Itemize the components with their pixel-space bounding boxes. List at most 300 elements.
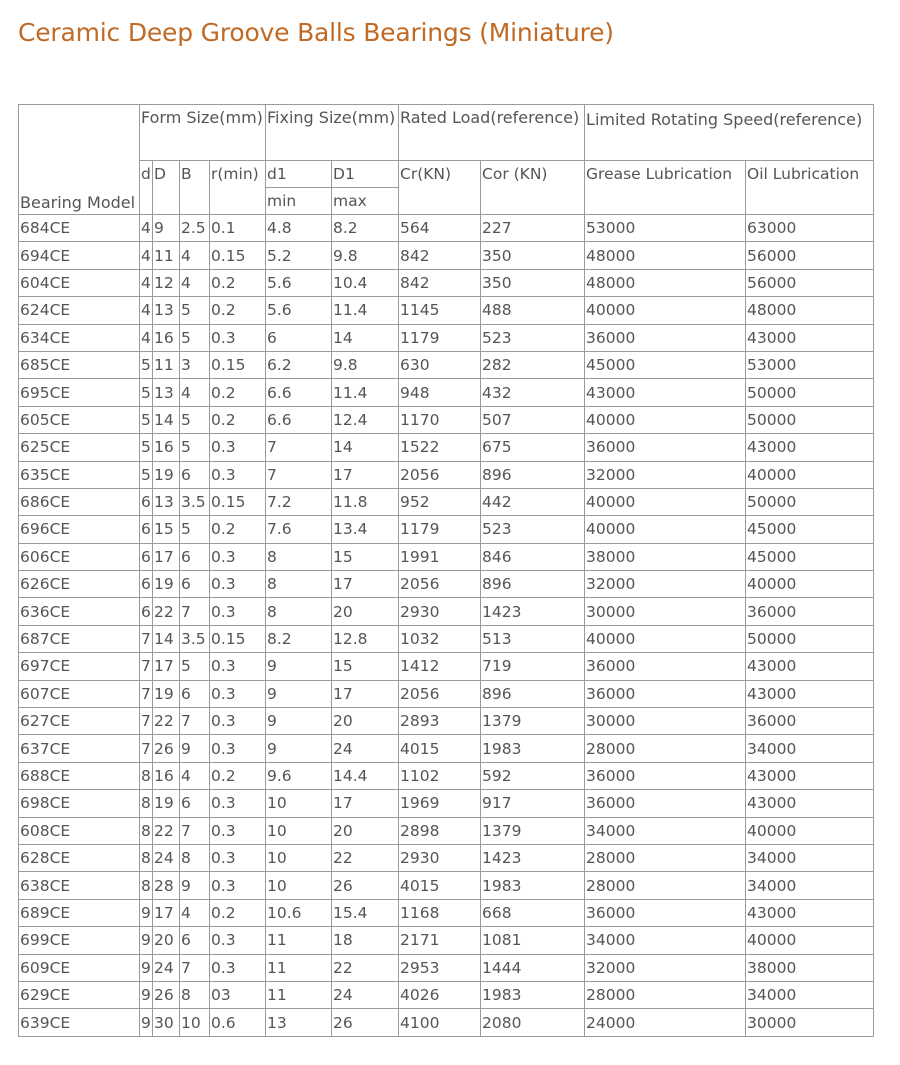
cell-r-min: 0.3 — [210, 927, 266, 954]
cell-B: 6 — [180, 927, 210, 954]
table-body — [19, 215, 874, 1037]
cell-d1: 11 — [266, 927, 332, 954]
cell-cr: 2893 — [399, 708, 481, 735]
cell-B: 3 — [180, 351, 210, 378]
cell-r-min: 0.3 — [210, 543, 266, 570]
cell-D: 17 — [153, 899, 180, 926]
cell-grease-speed: 24000 — [585, 1009, 746, 1036]
cell-bearing-model: 638CE — [19, 872, 140, 899]
cell-cor: 488 — [481, 297, 585, 324]
cell-bearing-model: 634CE — [19, 324, 140, 351]
cell-cr: 2930 — [399, 598, 481, 625]
cell-oil-speed: 50000 — [746, 488, 874, 515]
cell-D1: 11.4 — [332, 379, 399, 406]
cell-cor: 896 — [481, 571, 585, 598]
table-row — [19, 379, 874, 406]
cell-d1: 10 — [266, 790, 332, 817]
cell-d: 9 — [140, 899, 153, 926]
cell-d1: 9 — [266, 708, 332, 735]
cell-cor: 523 — [481, 324, 585, 351]
cell-oil-speed: 36000 — [746, 598, 874, 625]
cell-oil-speed: 38000 — [746, 954, 874, 981]
cell-cr: 2930 — [399, 844, 481, 871]
cell-d1: 8 — [266, 598, 332, 625]
cell-bearing-model: 627CE — [19, 708, 140, 735]
cell-grease-speed: 40000 — [585, 297, 746, 324]
cell-cor: 1423 — [481, 844, 585, 871]
cell-D: 28 — [153, 872, 180, 899]
cell-bearing-model: 689CE — [19, 899, 140, 926]
cell-cor: 1379 — [481, 708, 585, 735]
cell-bearing-model: 609CE — [19, 954, 140, 981]
cell-D: 30 — [153, 1009, 180, 1036]
cell-grease-speed: 43000 — [585, 379, 746, 406]
cell-d: 9 — [140, 1009, 153, 1036]
cell-cr: 4026 — [399, 981, 481, 1008]
cell-D: 16 — [153, 762, 180, 789]
cell-cor: 668 — [481, 899, 585, 926]
cell-d1: 5.6 — [266, 269, 332, 296]
cell-grease-speed: 28000 — [585, 844, 746, 871]
cell-r-min: 0.3 — [210, 954, 266, 981]
cell-oil-speed: 43000 — [746, 324, 874, 351]
cell-grease-speed: 28000 — [585, 981, 746, 1008]
cell-grease-speed: 34000 — [585, 927, 746, 954]
cell-d: 7 — [140, 680, 153, 707]
cell-D1: 14 — [332, 324, 399, 351]
cell-oil-speed: 56000 — [746, 269, 874, 296]
cell-oil-speed: 43000 — [746, 680, 874, 707]
cell-d1: 13 — [266, 1009, 332, 1036]
cell-cr: 1179 — [399, 516, 481, 543]
cell-oil-speed: 43000 — [746, 790, 874, 817]
cell-cr: 1032 — [399, 625, 481, 652]
cell-D1: 8.2 — [332, 215, 399, 242]
cell-d: 8 — [140, 844, 153, 871]
cell-d1: 10 — [266, 844, 332, 871]
cell-D1: 11.4 — [332, 297, 399, 324]
cell-r-min: 0.1 — [210, 215, 266, 242]
cell-r-min: 0.2 — [210, 762, 266, 789]
cell-d: 7 — [140, 625, 153, 652]
cell-oil-speed: 48000 — [746, 297, 874, 324]
table-row — [19, 954, 874, 981]
cell-D1: 9.8 — [332, 351, 399, 378]
cell-bearing-model: 639CE — [19, 1009, 140, 1036]
cell-d1: 7 — [266, 434, 332, 461]
cell-bearing-model: 687CE — [19, 625, 140, 652]
header-r-min: r(min) — [210, 161, 266, 215]
cell-grease-speed: 40000 — [585, 625, 746, 652]
cell-oil-speed: 53000 — [746, 351, 874, 378]
cell-oil-speed: 40000 — [746, 461, 874, 488]
table-row — [19, 297, 874, 324]
cell-d: 6 — [140, 598, 153, 625]
cell-D1: 15.4 — [332, 899, 399, 926]
table-group-header-row — [19, 105, 874, 161]
table-row — [19, 625, 874, 652]
cell-oil-speed: 50000 — [746, 625, 874, 652]
cell-d: 8 — [140, 872, 153, 899]
header-cr: Cr(KN) — [399, 161, 481, 215]
cell-cr: 2056 — [399, 680, 481, 707]
cell-cr: 1145 — [399, 297, 481, 324]
cell-grease-speed: 36000 — [585, 324, 746, 351]
cell-bearing-model: 605CE — [19, 406, 140, 433]
cell-d1: 9 — [266, 653, 332, 680]
cell-r-min: 0.3 — [210, 735, 266, 762]
cell-d: 4 — [140, 242, 153, 269]
cell-D1: 12.8 — [332, 625, 399, 652]
table-row — [19, 790, 874, 817]
cell-cr: 4015 — [399, 872, 481, 899]
cell-B: 4 — [180, 899, 210, 926]
cell-oil-speed: 43000 — [746, 653, 874, 680]
cell-D: 11 — [153, 351, 180, 378]
bearing-spec-table — [18, 104, 874, 1037]
cell-B: 4 — [180, 379, 210, 406]
cell-d: 7 — [140, 735, 153, 762]
cell-bearing-model: 636CE — [19, 598, 140, 625]
cell-B: 10 — [180, 1009, 210, 1036]
cell-D: 16 — [153, 324, 180, 351]
cell-cor: 523 — [481, 516, 585, 543]
header-cor: Cor (KN) — [481, 161, 585, 215]
cell-d1: 9 — [266, 680, 332, 707]
cell-D: 15 — [153, 516, 180, 543]
cell-cr: 2171 — [399, 927, 481, 954]
cell-D: 16 — [153, 434, 180, 461]
cell-bearing-model: 629CE — [19, 981, 140, 1008]
cell-bearing-model: 699CE — [19, 927, 140, 954]
cell-cor: 507 — [481, 406, 585, 433]
cell-cor: 1983 — [481, 735, 585, 762]
cell-r-min: 0.15 — [210, 242, 266, 269]
cell-bearing-model: 607CE — [19, 680, 140, 707]
cell-cor: 719 — [481, 653, 585, 680]
table-row — [19, 981, 874, 1008]
header-fixing-size: Fixing Size(mm) — [266, 105, 399, 161]
cell-grease-speed: 40000 — [585, 406, 746, 433]
table-row — [19, 269, 874, 296]
cell-D1: 22 — [332, 954, 399, 981]
cell-cr: 630 — [399, 351, 481, 378]
cell-cr: 948 — [399, 379, 481, 406]
cell-r-min: 0.15 — [210, 351, 266, 378]
table-row — [19, 708, 874, 735]
cell-D: 12 — [153, 269, 180, 296]
cell-r-min: 0.2 — [210, 516, 266, 543]
cell-d1: 8 — [266, 543, 332, 570]
cell-d1: 4.8 — [266, 215, 332, 242]
cell-d: 4 — [140, 215, 153, 242]
cell-D1: 11.8 — [332, 488, 399, 515]
cell-r-min: 0.3 — [210, 434, 266, 461]
cell-cr: 1168 — [399, 899, 481, 926]
cell-r-min: 0.2 — [210, 379, 266, 406]
cell-d: 7 — [140, 708, 153, 735]
cell-d1: 7.2 — [266, 488, 332, 515]
cell-B: 2.5 — [180, 215, 210, 242]
cell-d: 8 — [140, 817, 153, 844]
cell-D1: 22 — [332, 844, 399, 871]
table-row — [19, 735, 874, 762]
table-row — [19, 324, 874, 351]
cell-oil-speed: 50000 — [746, 379, 874, 406]
cell-D1: 9.8 — [332, 242, 399, 269]
cell-cor: 675 — [481, 434, 585, 461]
cell-r-min: 0.3 — [210, 844, 266, 871]
table-row — [19, 543, 874, 570]
cell-cor: 282 — [481, 351, 585, 378]
cell-oil-speed: 40000 — [746, 571, 874, 598]
cell-D1: 26 — [332, 872, 399, 899]
cell-cor: 350 — [481, 269, 585, 296]
cell-B: 5 — [180, 297, 210, 324]
cell-r-min: 0.3 — [210, 680, 266, 707]
cell-r-min: 03 — [210, 981, 266, 1008]
cell-bearing-model: 604CE — [19, 269, 140, 296]
cell-grease-speed: 48000 — [585, 242, 746, 269]
cell-d1: 9 — [266, 735, 332, 762]
table-row — [19, 598, 874, 625]
cell-r-min: 0.3 — [210, 872, 266, 899]
cell-D1: 17 — [332, 790, 399, 817]
cell-B: 8 — [180, 981, 210, 1008]
cell-oil-speed: 45000 — [746, 516, 874, 543]
cell-D: 19 — [153, 461, 180, 488]
cell-bearing-model: 606CE — [19, 543, 140, 570]
header-B: B — [180, 161, 210, 215]
cell-cor: 896 — [481, 461, 585, 488]
cell-bearing-model: 637CE — [19, 735, 140, 762]
cell-D1: 15 — [332, 543, 399, 570]
cell-cr: 842 — [399, 242, 481, 269]
cell-d1: 11 — [266, 954, 332, 981]
cell-r-min: 0.2 — [210, 269, 266, 296]
cell-d: 5 — [140, 379, 153, 406]
cell-oil-speed: 30000 — [746, 1009, 874, 1036]
header-bearing-model: Bearing Model — [19, 105, 140, 215]
cell-grease-speed: 34000 — [585, 817, 746, 844]
header-D: D — [153, 161, 180, 215]
cell-D1: 20 — [332, 817, 399, 844]
cell-cor: 227 — [481, 215, 585, 242]
cell-D1: 20 — [332, 708, 399, 735]
cell-D: 13 — [153, 488, 180, 515]
cell-bearing-model: 697CE — [19, 653, 140, 680]
cell-cor: 350 — [481, 242, 585, 269]
cell-D: 24 — [153, 844, 180, 871]
cell-D1: 10.4 — [332, 269, 399, 296]
cell-D: 22 — [153, 708, 180, 735]
cell-cor: 2080 — [481, 1009, 585, 1036]
cell-bearing-model: 696CE — [19, 516, 140, 543]
cell-bearing-model: 608CE — [19, 817, 140, 844]
cell-oil-speed: 45000 — [746, 543, 874, 570]
cell-D1: 17 — [332, 461, 399, 488]
table-row — [19, 844, 874, 871]
cell-d1: 9.6 — [266, 762, 332, 789]
cell-D1: 14 — [332, 434, 399, 461]
cell-D: 11 — [153, 242, 180, 269]
cell-bearing-model: 684CE — [19, 215, 140, 242]
cell-oil-speed: 50000 — [746, 406, 874, 433]
cell-grease-speed: 36000 — [585, 762, 746, 789]
cell-bearing-model: 625CE — [19, 434, 140, 461]
cell-D: 19 — [153, 680, 180, 707]
cell-B: 7 — [180, 598, 210, 625]
cell-cor: 432 — [481, 379, 585, 406]
cell-B: 4 — [180, 242, 210, 269]
cell-cor: 513 — [481, 625, 585, 652]
table-row — [19, 461, 874, 488]
cell-cor: 917 — [481, 790, 585, 817]
cell-D: 9 — [153, 215, 180, 242]
cell-bearing-model: 695CE — [19, 379, 140, 406]
cell-d: 9 — [140, 981, 153, 1008]
table-row — [19, 406, 874, 433]
cell-cr: 1170 — [399, 406, 481, 433]
cell-r-min: 0.15 — [210, 488, 266, 515]
cell-D: 24 — [153, 954, 180, 981]
table-row — [19, 899, 874, 926]
cell-bearing-model: 626CE — [19, 571, 140, 598]
cell-grease-speed: 36000 — [585, 899, 746, 926]
cell-D1: 14.4 — [332, 762, 399, 789]
cell-B: 6 — [180, 680, 210, 707]
cell-cr: 4100 — [399, 1009, 481, 1036]
table-row — [19, 571, 874, 598]
cell-r-min: 0.3 — [210, 571, 266, 598]
cell-D: 20 — [153, 927, 180, 954]
cell-d1: 10.6 — [266, 899, 332, 926]
cell-r-min: 0.3 — [210, 817, 266, 844]
cell-B: 6 — [180, 461, 210, 488]
cell-d: 6 — [140, 488, 153, 515]
cell-cor: 846 — [481, 543, 585, 570]
cell-d1: 10 — [266, 817, 332, 844]
table-row — [19, 762, 874, 789]
cell-D1: 20 — [332, 598, 399, 625]
cell-D1: 12.4 — [332, 406, 399, 433]
cell-cr: 564 — [399, 215, 481, 242]
cell-D: 14 — [153, 625, 180, 652]
cell-r-min: 0.3 — [210, 653, 266, 680]
cell-D: 19 — [153, 571, 180, 598]
cell-bearing-model: 686CE — [19, 488, 140, 515]
cell-D: 14 — [153, 406, 180, 433]
header-d1: d1 — [266, 161, 332, 188]
cell-cr: 2056 — [399, 571, 481, 598]
cell-D1: 13.4 — [332, 516, 399, 543]
cell-cr: 2898 — [399, 817, 481, 844]
table-row — [19, 653, 874, 680]
cell-grease-speed: 32000 — [585, 571, 746, 598]
header-form-size: Form Size(mm) — [140, 105, 266, 161]
cell-D1: 24 — [332, 735, 399, 762]
cell-bearing-model: 685CE — [19, 351, 140, 378]
cell-oil-speed: 43000 — [746, 434, 874, 461]
cell-cr: 1102 — [399, 762, 481, 789]
cell-D1: 24 — [332, 981, 399, 1008]
cell-grease-speed: 32000 — [585, 954, 746, 981]
cell-B: 5 — [180, 653, 210, 680]
cell-D: 17 — [153, 653, 180, 680]
cell-cr: 1969 — [399, 790, 481, 817]
cell-B: 5 — [180, 516, 210, 543]
cell-grease-speed: 32000 — [585, 461, 746, 488]
cell-oil-speed: 43000 — [746, 899, 874, 926]
header-d1-min: min — [266, 188, 332, 215]
cell-D: 17 — [153, 543, 180, 570]
cell-grease-speed: 36000 — [585, 790, 746, 817]
cell-r-min: 0.3 — [210, 461, 266, 488]
header-rated-load: Rated Load(reference) — [399, 105, 585, 161]
cell-d1: 8 — [266, 571, 332, 598]
cell-r-min: 0.2 — [210, 406, 266, 433]
cell-grease-speed: 36000 — [585, 434, 746, 461]
cell-cor: 1081 — [481, 927, 585, 954]
cell-B: 6 — [180, 790, 210, 817]
cell-B: 9 — [180, 735, 210, 762]
header-D1: D1 — [332, 161, 399, 188]
cell-grease-speed: 36000 — [585, 653, 746, 680]
cell-d1: 6.6 — [266, 379, 332, 406]
cell-r-min: 0.3 — [210, 598, 266, 625]
cell-d1: 10 — [266, 872, 332, 899]
cell-bearing-model: 694CE — [19, 242, 140, 269]
table-row — [19, 872, 874, 899]
cell-D1: 26 — [332, 1009, 399, 1036]
cell-d: 8 — [140, 790, 153, 817]
cell-cor: 442 — [481, 488, 585, 515]
cell-oil-speed: 43000 — [746, 762, 874, 789]
table-row — [19, 488, 874, 515]
cell-grease-speed: 40000 — [585, 516, 746, 543]
cell-r-min: 0.6 — [210, 1009, 266, 1036]
cell-D: 19 — [153, 790, 180, 817]
cell-D: 13 — [153, 297, 180, 324]
cell-grease-speed: 38000 — [585, 543, 746, 570]
cell-cr: 952 — [399, 488, 481, 515]
cell-d: 9 — [140, 927, 153, 954]
table-row — [19, 242, 874, 269]
cell-D: 26 — [153, 981, 180, 1008]
cell-d: 6 — [140, 516, 153, 543]
table-row — [19, 680, 874, 707]
cell-d: 4 — [140, 269, 153, 296]
cell-cor: 1444 — [481, 954, 585, 981]
cell-bearing-model: 698CE — [19, 790, 140, 817]
table-row — [19, 927, 874, 954]
cell-cr: 842 — [399, 269, 481, 296]
cell-cr: 4015 — [399, 735, 481, 762]
cell-cor: 1983 — [481, 872, 585, 899]
cell-oil-speed: 56000 — [746, 242, 874, 269]
cell-r-min: 0.3 — [210, 790, 266, 817]
cell-r-min: 0.3 — [210, 324, 266, 351]
cell-d: 6 — [140, 543, 153, 570]
cell-d: 4 — [140, 324, 153, 351]
cell-D1: 15 — [332, 653, 399, 680]
table-row — [19, 817, 874, 844]
cell-grease-speed: 30000 — [585, 708, 746, 735]
cell-bearing-model: 688CE — [19, 762, 140, 789]
cell-d: 5 — [140, 434, 153, 461]
cell-D: 13 — [153, 379, 180, 406]
cell-d1: 8.2 — [266, 625, 332, 652]
